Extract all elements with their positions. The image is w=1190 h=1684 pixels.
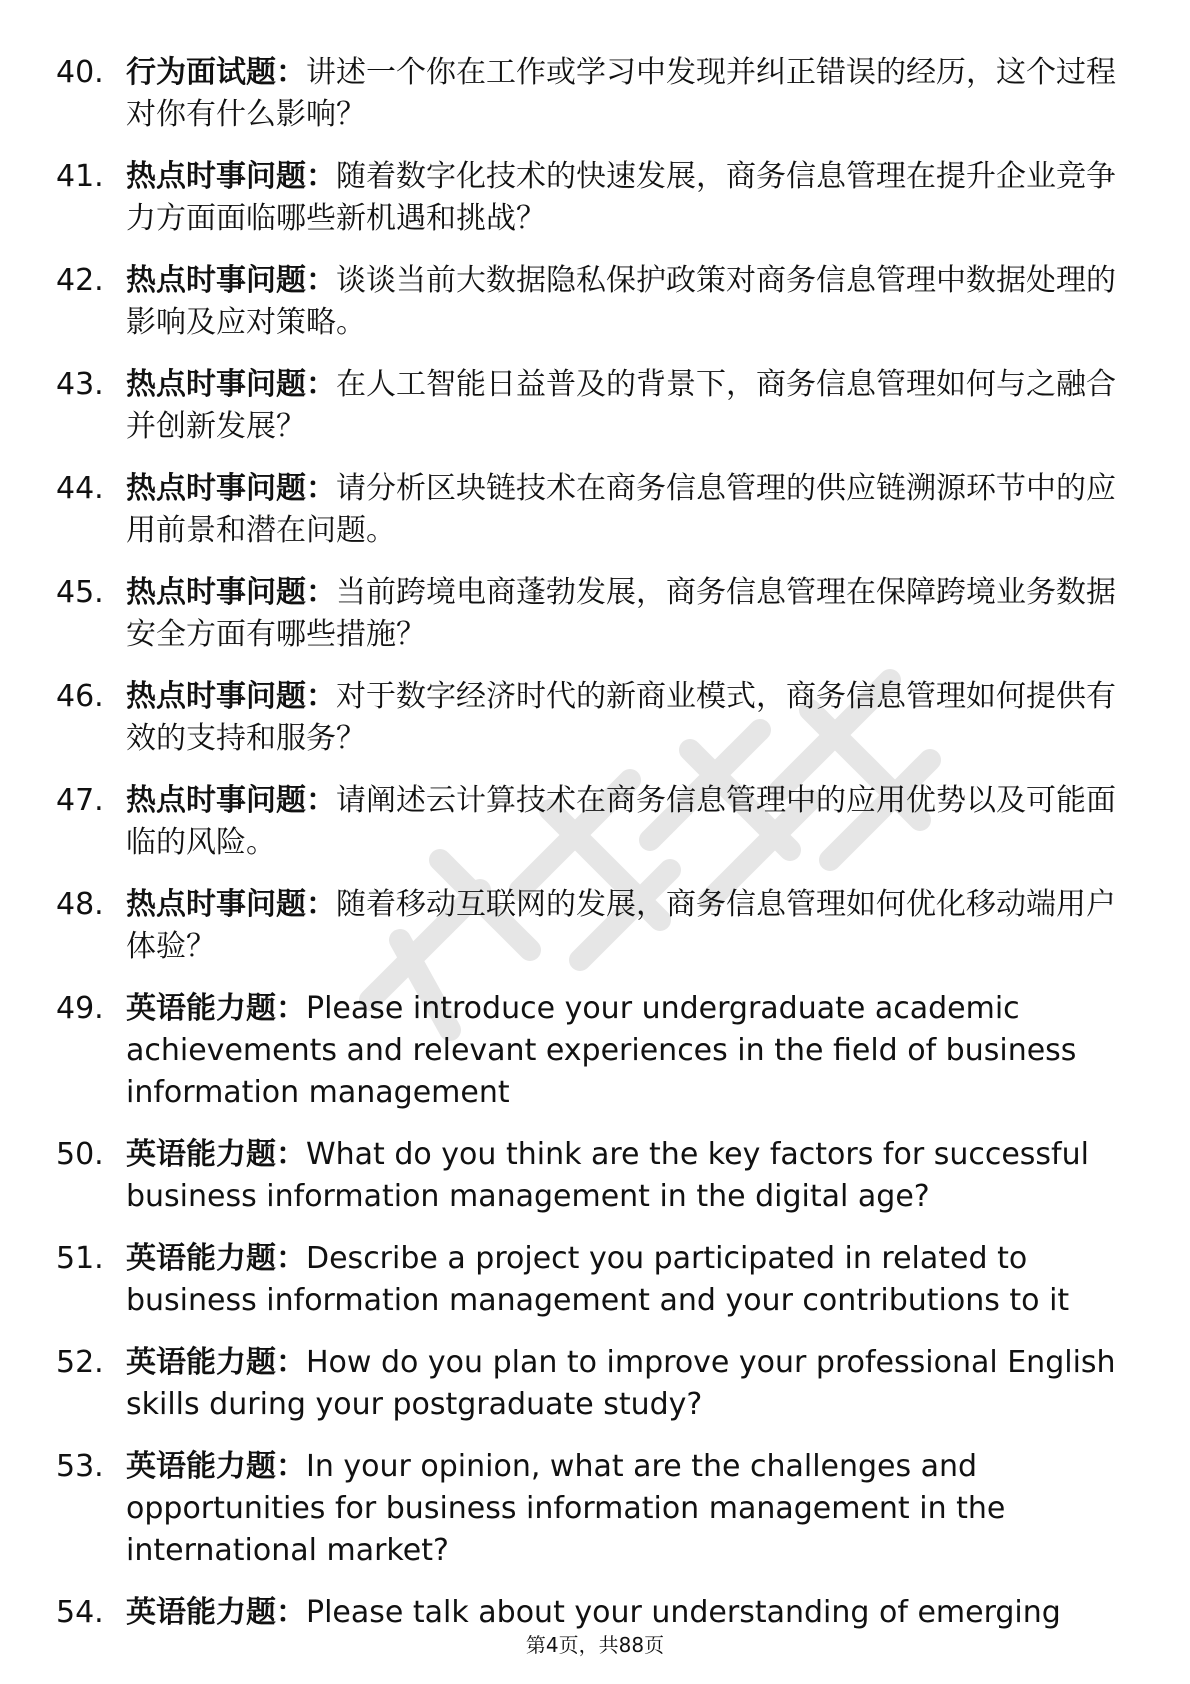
question-body [126,780,1136,864]
question-category: 英语能力题： [126,1137,306,1172]
question-item-44 [56,468,1136,552]
question-item-40 [56,52,1136,136]
question-item-47 [56,780,1136,864]
question-body [126,1134,1136,1218]
question-body [126,572,1136,656]
question-body [126,52,1136,136]
page-number-label: 第4页，共88页 [525,1633,665,1657]
question-number: 54. [56,1595,104,1630]
question-category: 英语能力题： [126,991,306,1026]
question-category: 英语能力题： [126,1345,306,1380]
question-category: 英语能力题： [126,1449,306,1484]
question-text: 谈谈当前大数据隐私保护政策对商务信息管理中数据处理的影响及应对策略。 [126,263,1116,340]
question-body [126,1446,1136,1572]
question-body [126,156,1136,240]
question-item-45 [56,572,1136,656]
question-body [126,364,1136,448]
question-body [126,676,1136,760]
question-category: 热点时事问题： [126,679,336,714]
question-text: 当前跨境电商蓬勃发展，商务信息管理在保障跨境业务数据安全方面有哪些措施？ [126,575,1116,652]
page-footer [0,1632,1190,1658]
question-item-51 [56,1238,1136,1322]
question-category: 热点时事问题： [126,263,336,298]
question-text: 随着数字化技术的快速发展，商务信息管理在提升企业竞争力方面面临哪些新机遇和挑战？ [126,159,1116,236]
question-item-54 [56,1592,1136,1634]
question-text: Please talk about your understanding of emerging [306,1595,1061,1630]
question-category: 热点时事问题： [126,159,336,194]
question-item-42 [56,260,1136,344]
question-body [126,988,1136,1114]
question-item-49 [56,988,1136,1114]
question-text: How do you plan to improve your professional English skills during your postgraduate study? [126,1345,1116,1422]
question-number: 42. [56,263,104,298]
question-body [126,1342,1136,1426]
question-number: 44. [56,471,104,506]
question-number: 47. [56,783,104,818]
question-category: 英语能力题： [126,1241,306,1276]
question-number: 40. [56,55,104,90]
question-category: 热点时事问题： [126,575,336,610]
question-text: In your opinion, what are the challenges and opportunities for business information management in the international market? [126,1449,1006,1568]
question-body [126,884,1136,968]
question-number: 53. [56,1449,104,1484]
question-number: 45. [56,575,104,610]
question-category: 英语能力题： [126,1595,306,1630]
question-text: 请分析区块链技术在商务信息管理的供应链溯源环节中的应用前景和潜在问题。 [126,471,1116,548]
question-item-50 [56,1134,1136,1218]
question-number: 43. [56,367,104,402]
question-item-53 [56,1446,1136,1572]
question-category: 热点时事问题： [126,367,336,402]
question-category: 热点时事问题： [126,783,336,818]
question-text: 随着移动互联网的发展，商务信息管理如何优化移动端用户体验？ [126,887,1116,964]
question-text: 请阐述云计算技术在商务信息管理中的应用优势以及可能面临的风险。 [126,783,1116,860]
question-body [126,260,1136,344]
question-list [56,52,1136,1654]
question-item-52 [56,1342,1136,1426]
question-category: 行为面试题： [126,55,306,90]
question-text: Please introduce your undergraduate academic achievements and relevant experiences in the field of business information management [126,991,1077,1110]
question-text: 对于数字经济时代的新商业模式，商务信息管理如何提供有效的支持和服务？ [126,679,1116,756]
question-category: 热点时事问题： [126,471,336,506]
question-number: 51. [56,1241,104,1276]
question-item-46 [56,676,1136,760]
question-category: 热点时事问题： [126,887,336,922]
question-body [126,468,1136,552]
question-item-43 [56,364,1136,448]
question-body [126,1238,1136,1322]
question-body [126,1592,1136,1634]
question-number: 49. [56,991,104,1026]
question-text: Describe a project you participated in related to business information management and your contributions to it [126,1241,1070,1318]
question-number: 48. [56,887,104,922]
question-item-48 [56,884,1136,968]
question-number: 41. [56,159,104,194]
question-item-41 [56,156,1136,240]
question-text: 讲述一个你在工作或学习中发现并纠正错误的经历，这个过程对你有什么影响？ [126,55,1116,132]
question-number: 50. [56,1137,104,1172]
question-text: 在人工智能日益普及的背景下，商务信息管理如何与之融合并创新发展？ [126,367,1116,444]
question-text: What do you think are the key factors for successful business information management in the digital age? [126,1137,1089,1214]
question-number: 46. [56,679,104,714]
question-number: 52. [56,1345,104,1380]
